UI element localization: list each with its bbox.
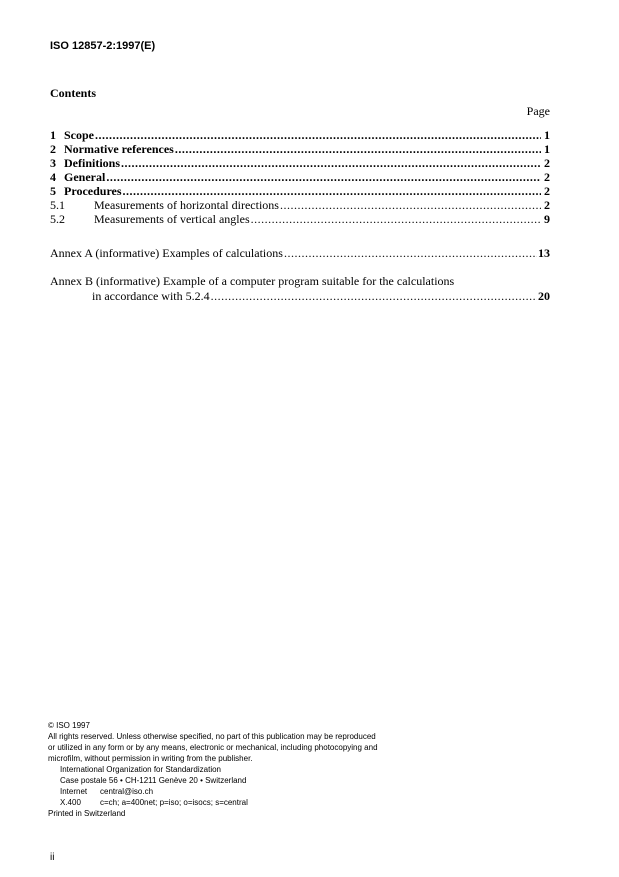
dot-leader — [251, 212, 541, 226]
x400-label: X.400 — [60, 798, 81, 807]
toc-entry-title: Normative references — [64, 142, 174, 156]
toc-entry-page: 13 — [538, 246, 550, 260]
internet-value: central@iso.ch — [100, 787, 154, 796]
internet-address-row — [48, 786, 378, 797]
copyright-line: © ISO 1997 — [48, 721, 90, 730]
internet-label: Internet — [60, 787, 88, 796]
toc-entry-scope[interactable]: 1 Scope ..... 1 — [50, 128, 550, 142]
organization-name: International Organization for Standardization — [60, 765, 221, 774]
rights-line: All rights reserved. Unless otherwise specified, no part of this publication may be reproduced — [48, 732, 376, 741]
toc-entry-annex-b[interactable] — [50, 289, 550, 304]
toc-entry-title: Measurements of vertical angles — [94, 212, 250, 226]
toc-entry-page: 2 — [544, 184, 550, 198]
table-of-contents — [50, 128, 550, 226]
toc-entry-normative-references[interactable]: 2 Normative references ..... 1 — [50, 142, 550, 156]
toc-entry-page: 9 — [544, 212, 550, 226]
toc-entry-title: Definitions — [64, 156, 121, 170]
dot-leader — [280, 198, 541, 212]
rights-line: or utilized in any form or by any means, electronic or mechanical, including photocopying and — [48, 743, 378, 752]
toc-entry-title: Annex A (informative) Examples of calculations — [50, 246, 283, 260]
dot-leader — [123, 184, 541, 198]
dot-leader — [121, 156, 541, 170]
toc-entry-definitions[interactable]: 3 Definitions ..... 2 — [50, 156, 550, 170]
annex-b-title-line[interactable]: Annex B (informative) Example of a computer program suitable for the calculations — [50, 274, 455, 288]
toc-entry-page: 1 — [544, 128, 550, 142]
toc-subentry-vertical-angles[interactable]: 5.2 Measurements of vertical angles ..... 9 — [50, 212, 550, 226]
document-id-header: ISO 12857-2:1997(E) — [50, 40, 156, 52]
toc-entry-page: 1 — [544, 142, 550, 156]
copyright-notice — [48, 720, 378, 819]
rights-line: microfilm, without permission in writing from the publisher. — [48, 754, 253, 763]
toc-entry-title: General — [64, 170, 106, 184]
dot-leader — [95, 128, 541, 142]
x400-address-row — [48, 797, 378, 808]
toc-entry-title: Measurements of horizontal directions — [94, 198, 279, 212]
toc-entry-page: 20 — [538, 289, 550, 303]
dot-leader — [284, 246, 537, 260]
toc-entry-page: 2 — [544, 198, 550, 212]
toc-entry-title: Scope — [64, 128, 94, 142]
toc-entry-title: Procedures — [64, 184, 122, 198]
contents-heading: Contents — [50, 86, 97, 100]
page-number: ii — [50, 852, 55, 863]
dot-leader — [106, 170, 541, 184]
toc-entry-procedures[interactable]: 5 Procedures ..... 2 — [50, 184, 550, 198]
page-column-label: Page — [526, 104, 550, 118]
toc-entry-general[interactable]: 4 General ..... 2 — [50, 170, 550, 184]
toc-subentry-horizontal-directions[interactable]: 5.1 Measurements of horizontal directions ..... 2 — [50, 198, 550, 212]
x400-value: c=ch; a=400net; p=iso; o=isocs; s=central — [100, 798, 248, 807]
postal-address: Case postale 56 • CH-1211 Genève 20 • Switzerland — [60, 776, 247, 785]
annex-a-entry-block — [50, 246, 550, 260]
dot-leader — [175, 142, 541, 156]
toc-entry-page: 2 — [544, 156, 550, 170]
printed-in: Printed in Switzerland — [48, 809, 126, 818]
annex-b-entry-block — [50, 274, 550, 304]
toc-entry-page: 2 — [544, 170, 550, 184]
dot-leader — [211, 289, 537, 304]
toc-entry-annex-a[interactable] — [50, 246, 550, 260]
toc-entry-title: in accordance with 5.2.4 — [92, 289, 210, 303]
